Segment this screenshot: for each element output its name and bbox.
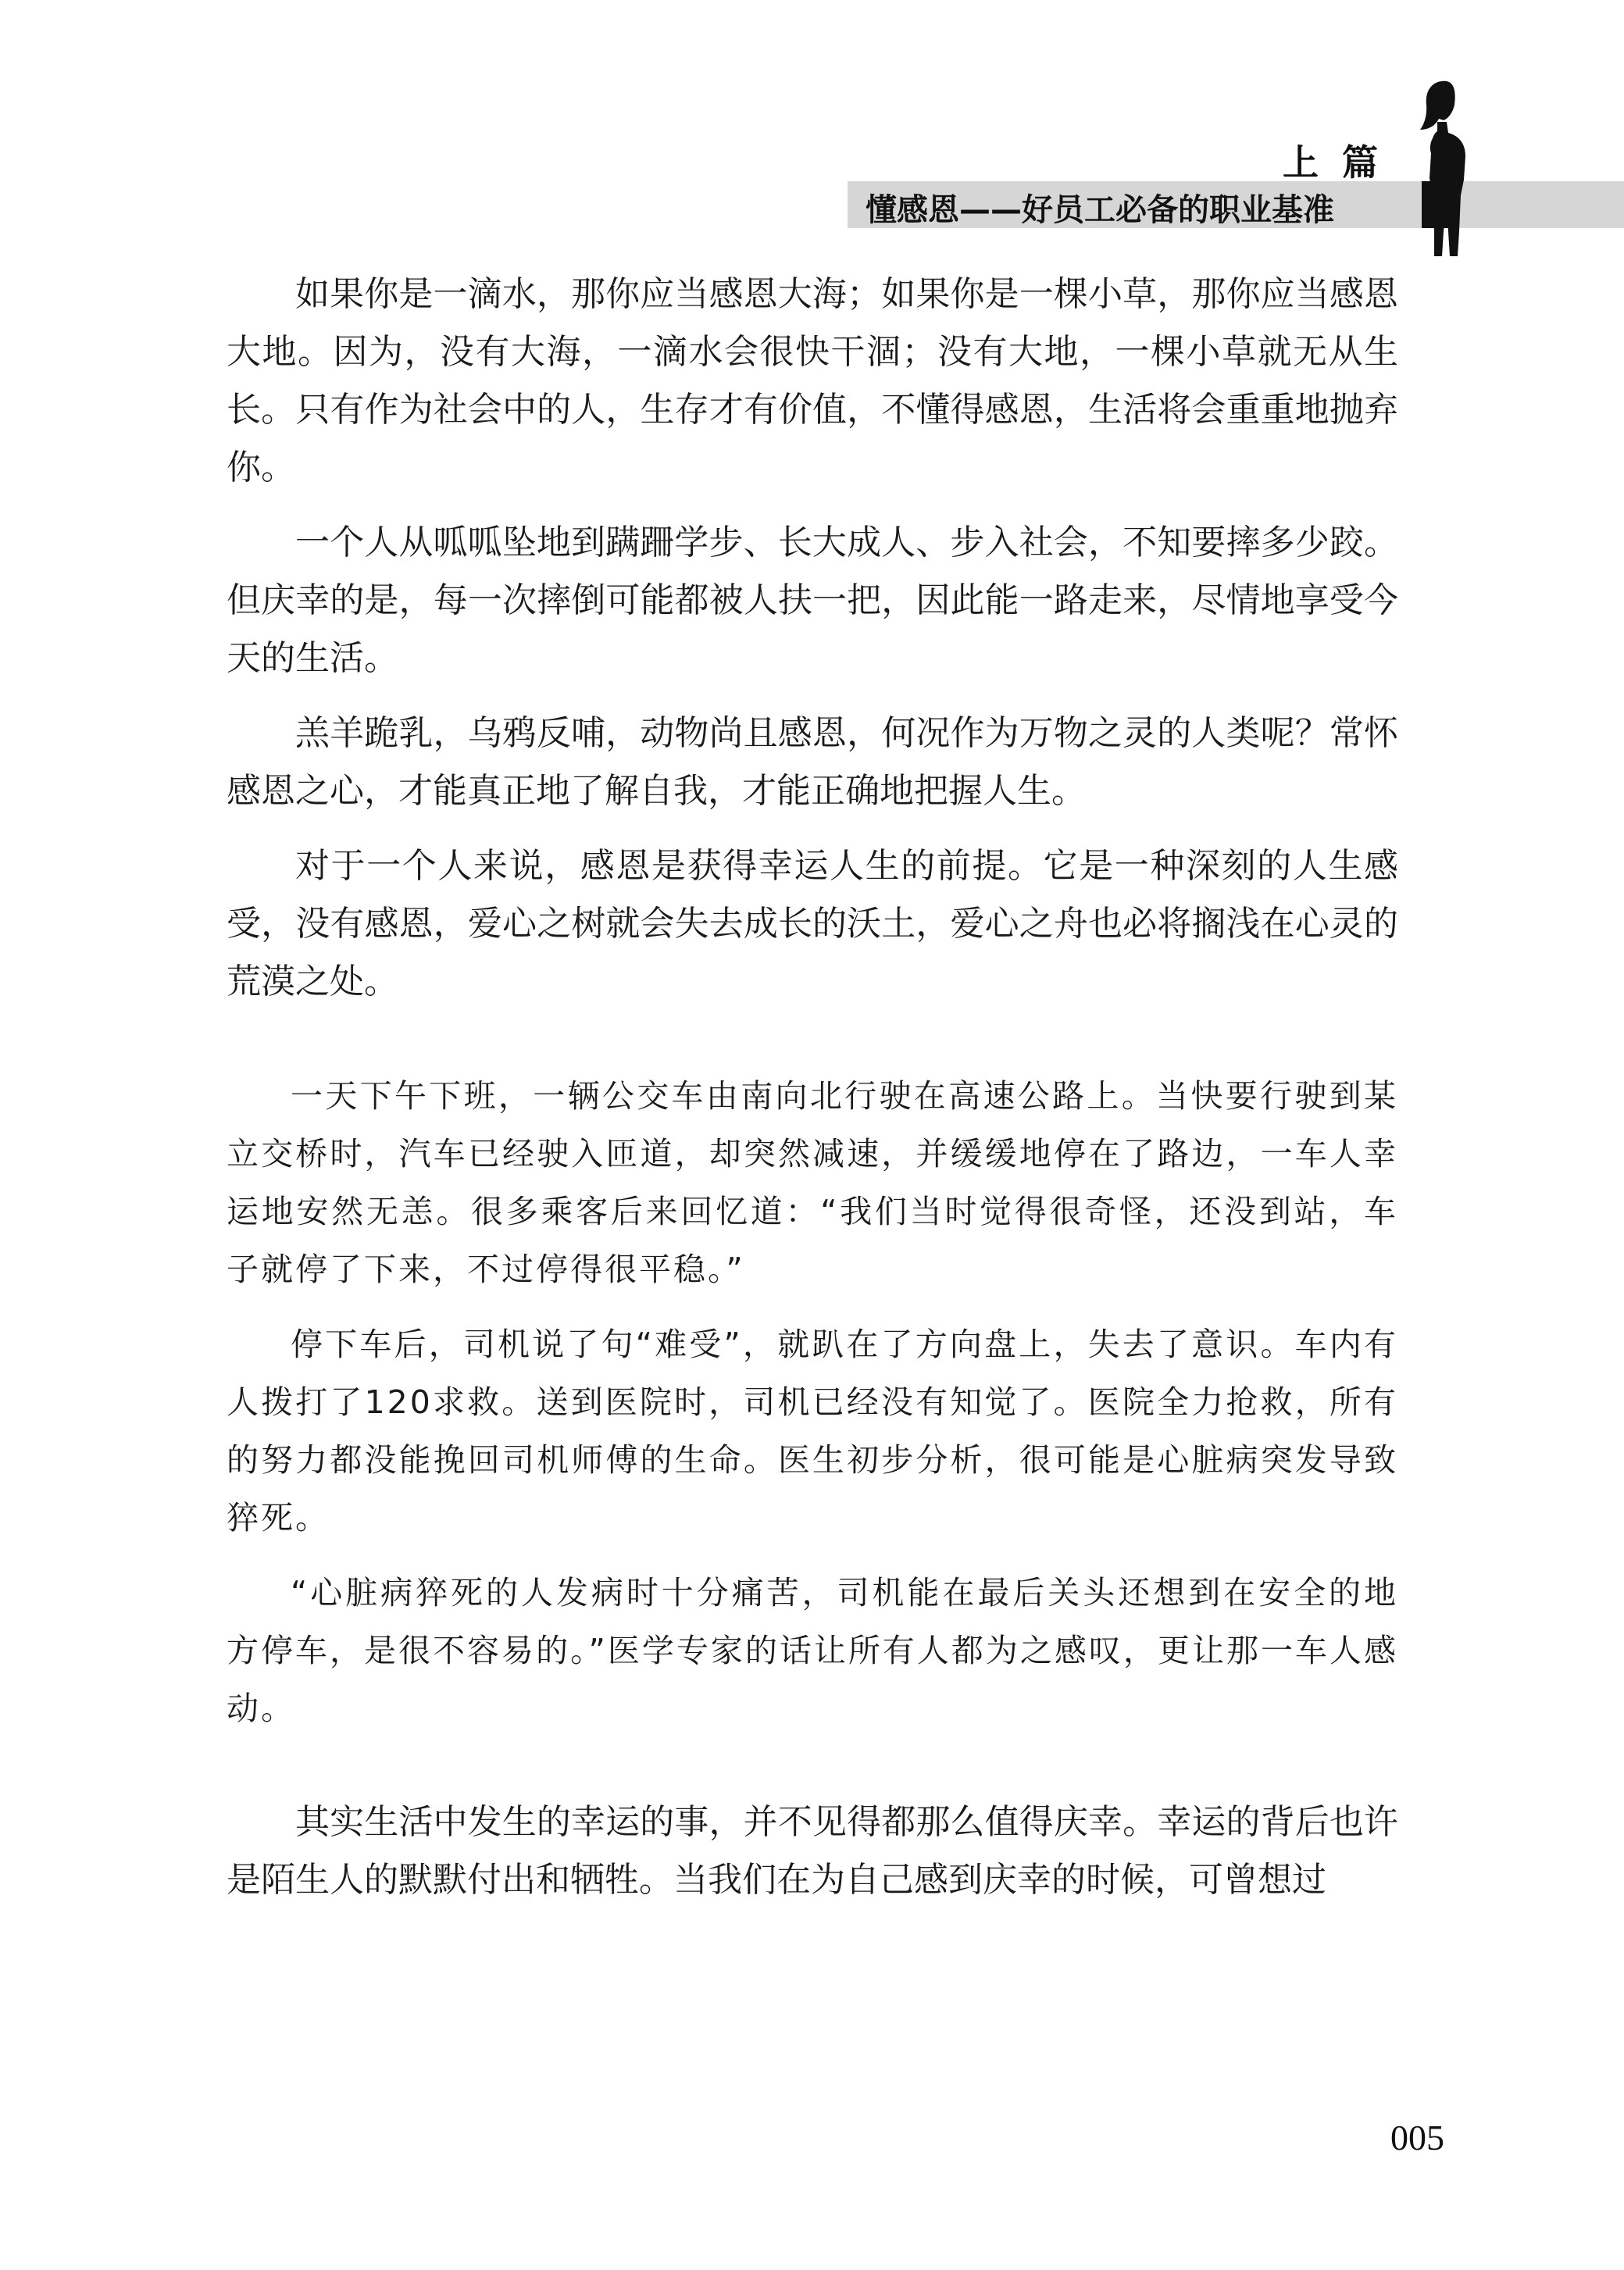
paragraph: 其实生活中发生的幸运的事，并不见得都那么值得庆幸。幸运的背后也许是陌生人的默默付出和牺牲。当我们在为自己感到庆幸的时候，可曾想过 xyxy=(227,1802,1398,1900)
paragraph: “心脏病猝死的人发病时十分痛苦，司机能在最后关头还想到在安全的地方停车，是很不容易的。”医学专家的话让所有人都为之感叹，更让那一车人感动。 xyxy=(227,1574,1398,1727)
paragraph: 羔羊跪乳，乌鸦反哺，动物尚且感恩，何况作为万物之灵的人类呢？常怀感恩之心，才能真正地了解自我，才能正确地把握人生。 xyxy=(227,713,1398,811)
page-body xyxy=(227,266,1398,1926)
chapter-subtitle: 懂感恩——好员工必备的职业基准 xyxy=(866,192,1334,228)
paragraph: 一天下午下班，一辆公交车由南向北行驶在高速公路上。当快要行驶到某立交桥时，汽车已经驶入匝道，却突然减速，并缓缓地停在了路边，一车人幸运地安然无恙。很多乘客后来回忆道：“我们当时觉得很奇怪，还没到站，车子就停了下来，不过停得很平稳。” xyxy=(227,1077,1398,1288)
paragraph: 停下车后，司机说了句“难受”，就趴在了方向盘上，失去了意识。车内有人拨打了120求救。送到医院时，司机已经没有知觉了。医院全力抢救，所有的努力都没能挽回司机师傅的生命。医生初步分析，很可能是心脏病突发导致猝死。 xyxy=(227,1326,1398,1537)
closing-section xyxy=(227,1794,1398,1909)
woman-silhouette-icon xyxy=(1398,78,1492,259)
paragraph: 一个人从呱呱坠地到蹒跚学步、长大成人、步入社会，不知要摔多少跤。但庆幸的是，每一次摔倒可能都被人扶一把，因此能一路走来，尽情地享受今天的生活。 xyxy=(227,523,1398,678)
intro-section xyxy=(227,266,1398,1011)
story-section xyxy=(227,1067,1398,1737)
part-title: 上篇 xyxy=(1283,141,1401,184)
paragraph: 如果你是一滴水，那你应当感恩大海；如果你是一棵小草，那你应当感恩大地。因为，没有大海，一滴水会很快干涸；没有大地，一棵小草就无从生长。只有作为社会中的人，生存才有价值，不懂得感恩，生活将会重重地抛弃你。 xyxy=(227,274,1398,487)
paragraph: 对于一个人来说，感恩是获得幸运人生的前提。它是一种深刻的人生感受，没有感恩，爱心之树就会失去成长的沃土，爱心之舟也必将搁浅在心灵的荒漠之处。 xyxy=(227,846,1398,1001)
page-number: 005 xyxy=(1390,2118,1444,2158)
